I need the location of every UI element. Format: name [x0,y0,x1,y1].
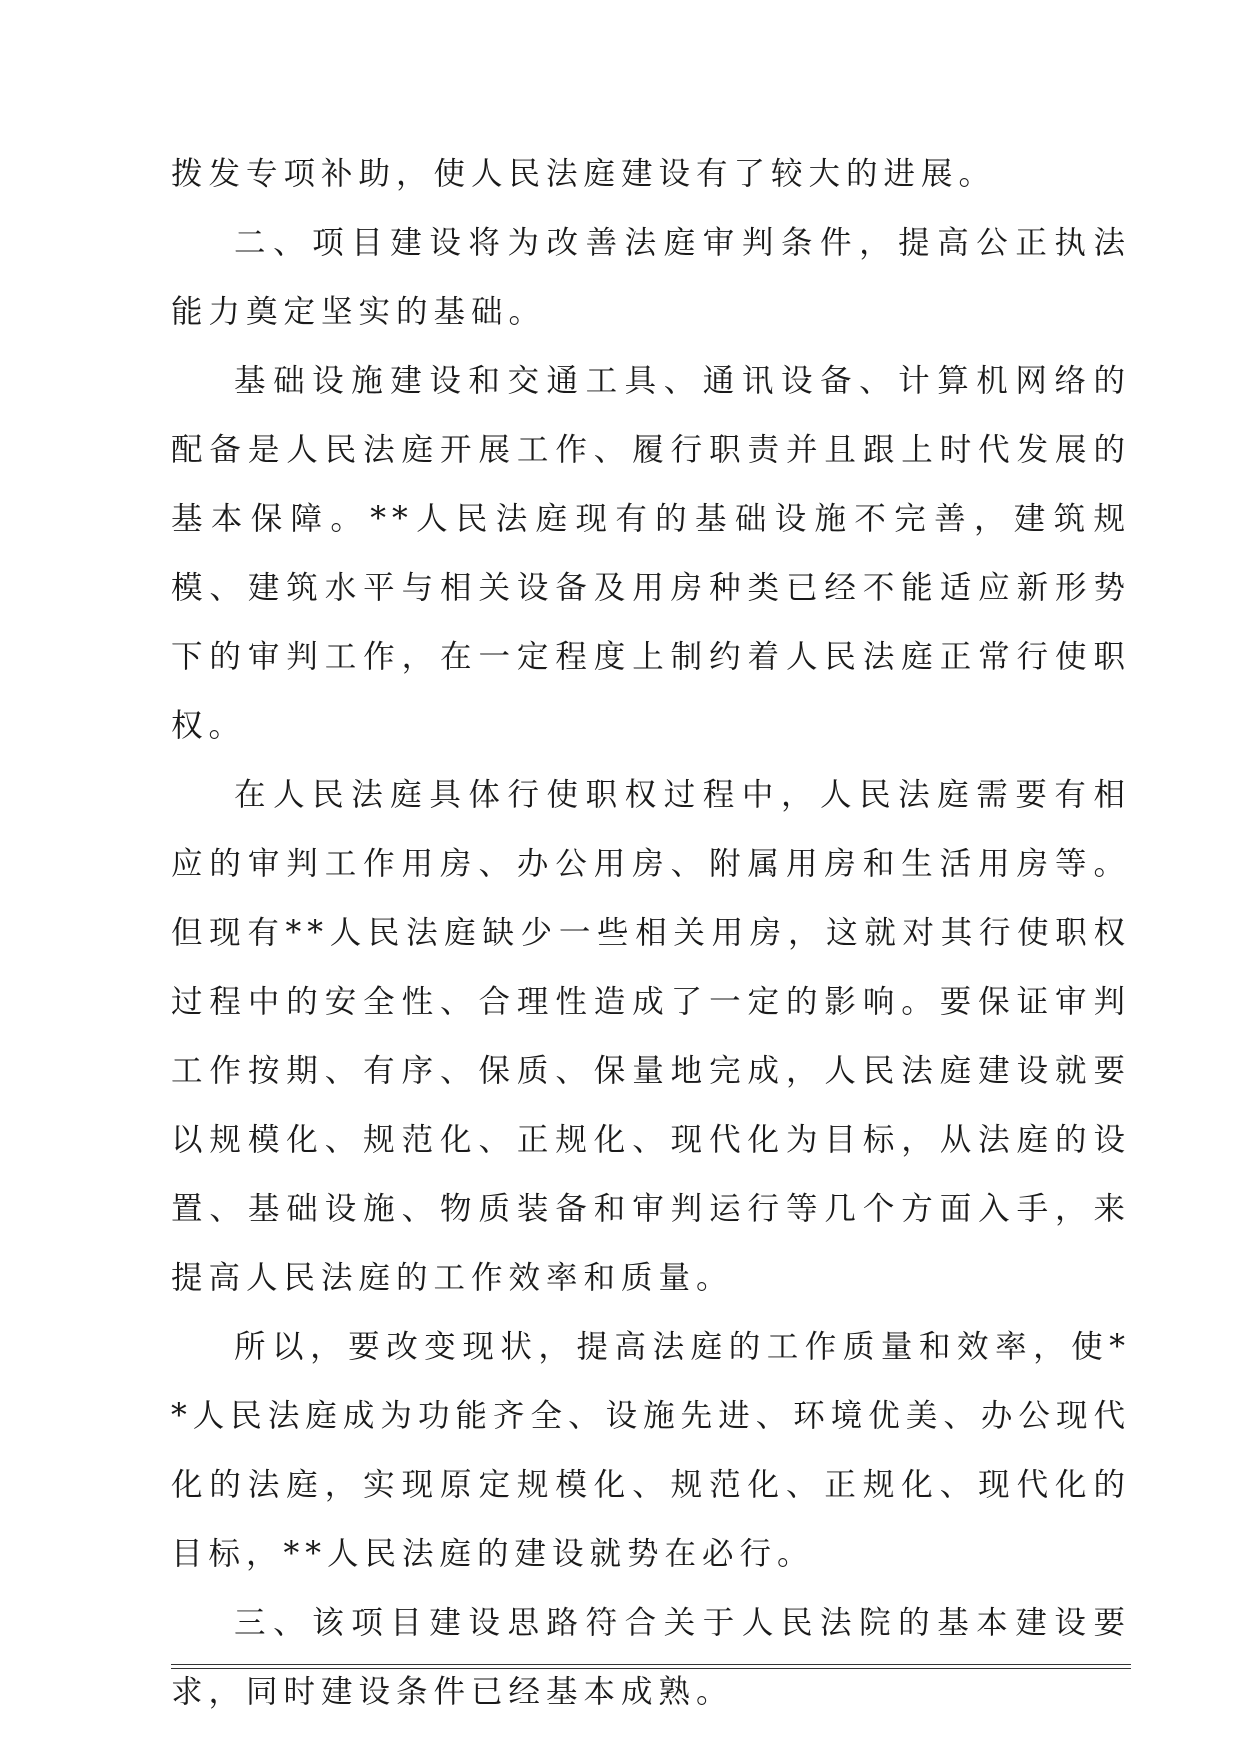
paragraph-infrastructure: 基础设施建设和交通工具、通讯设备、计算机网络的配备是人民法庭开展工作、履行职责并且跟上时代发展的基本保障。**人民法庭现有的基础设施不完善，建筑规模、建筑水平与相关设备及用房种类已经不能适应新形势下的审判工作，在一定程度上制约着人民法庭正常行使职权。 [171,363,1131,744]
paragraph-section-three-heading: 三、该项目建设思路符合关于人民法院的基本建设要求，同时建设条件已经基本成熟。 [171,1605,1131,1710]
paragraph-continuation: 拨发专项补助，使人民法庭建设有了较大的进展。 [171,156,997,192]
paragraph-necessity: 所以，要改变现状，提高法庭的工作质量和效率，使**人民法庭成为功能齐全、设施先进、环境优美、办公现代化的法庭，实现原定规模化、规范化、正规化、现代化的目标，**人民法庭的建设就势在必行。 [171,1329,1131,1572]
footer-divider [171,1664,1131,1669]
document-body [171,140,1131,1727]
paragraph-section-two-heading: 二、项目建设将为改善法庭审判条件，提高公正执法能力奠定坚实的基础。 [171,225,1131,330]
paragraph-rooms: 在人民法庭具体行使职权过程中，人民法庭需要有相应的审判工作用房、办公用房、附属用房和生活用房等。但现有**人民法庭缺少一些相关用房，这就对其行使职权过程中的安全性、合理性造成了一定的影响。要保证审判工作按期、有序、保质、保量地完成，人民法庭建设就要以规模化、规范化、正规化、现代化为目标，从法庭的设置、基础设施、物质装备和审判运行等几个方面入手，来提高人民法庭的工作效率和质量。 [171,777,1131,1296]
